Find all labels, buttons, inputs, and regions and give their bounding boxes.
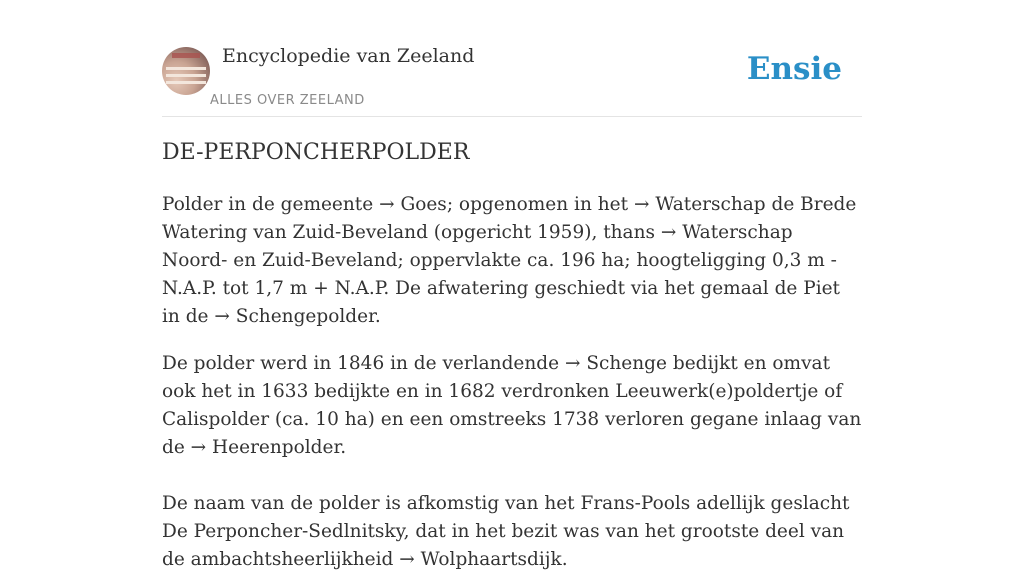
site-subtitle: ALLES OVER ZEELAND [210,93,365,108]
avatar-art [172,53,200,58]
article-paragraph: Polder in de gemeente → Goes; opgenomen in het → Waterschap de Brede Watering van Zuid-Beveland (opgericht 1959), thans → Waterschap Noord- en Zuid-Beveland; oppervlakte ca. 196 ha; hoogteligging 0,3 m - N.A.P. tot 1,7 m + N.A.P. De afwatering geschiedt via het gemaal de Piet in de → Schengepolder. [162,194,857,327]
article-paragraph: De naam van de polder is afkomstig van het Frans-Pools adellijk geslacht De Perponcher-Sedlnitsky, dat in het bezit was van het grootste deel van de ambachtsheerlijkheid → Wolphaartsdijk. [162,493,850,570]
link-schenge[interactable]: → Schenge [564,353,667,374]
page [162,0,862,570]
link-goes[interactable]: → Goes [379,194,447,215]
link-heerenpolder[interactable]: → Heerenpolder [190,437,341,458]
article-paragraph: De polder werd in 1846 in de verlandende → Schenge bedijkt en omvat ook het in 1633 bedijkte en in 1682 verdronken Leeuwerk(e)poldertje of Calispolder (ca. 10 ha) en een omstreeks 1738 verloren gegane inlaag van de → Heerenpolder. [162,353,862,458]
ensie-logo-link[interactable]: Ensie [746,51,842,87]
site-title[interactable]: Encyclopedie van Zeeland [222,45,475,67]
site-avatar[interactable] [162,47,210,95]
link-wolphaartsdijk[interactable]: → Wolphaartsdijk [399,549,562,570]
link-schengepolder[interactable]: → Schengepolder [214,306,375,327]
page-title: DE-PERPONCHERPOLDER [162,140,470,165]
link-waterschap-noord-zuid-beveland[interactable]: → Waterschap Noord- en Zuid-Beveland [162,222,793,271]
article-body [162,191,862,574]
link-waterschap-brede-watering[interactable]: → Waterschap de Brede Watering van Zuid-Beveland [162,194,857,243]
site-header [162,0,862,117]
